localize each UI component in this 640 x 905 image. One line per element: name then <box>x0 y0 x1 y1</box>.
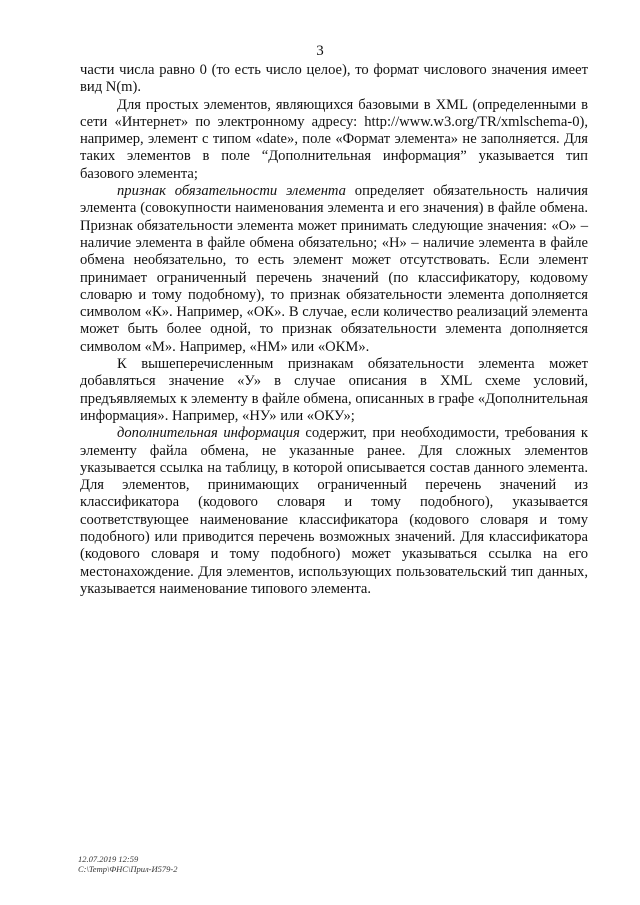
paragraph-continuation: части числа равно 0 (то есть число целое), то формат числового значения имеет вид N(m). <box>80 62 588 96</box>
paragraph-mandatory-flag <box>80 183 588 356</box>
paragraph-additional-info-text: содержит, при необходимости, требования к элементу файла обмена, не указанные ранее. Для сложных элементов указывается ссылка на таблицу, в которой описывается состав данного элемента. Для элементов, принимающих ограниченный перечень значений из классификатора (кодового словаря и тому подобного), указывается соответствующее наименование классификатора (кодового словаря и тому подобного) или приводится перечень возможных значений. Для классификатора (кодового словаря и тому подобного) может указываться ссылка на его местонахождение. Для элементов, использующих пользовательский тип данных, указывается наименование типового элемента. <box>80 425 589 597</box>
document-footer <box>78 854 177 874</box>
term-additional-info: дополнительная информация <box>117 425 300 442</box>
paragraph-mandatory-flag-text: определяет обязательность наличия элемента (совокупности наименования элемента и его значения) в файле обмена. Признак обязательности элемента может принимать следующие значения: «О» – наличие элемента в файле обмена обязательно; «Н» – наличие элемента в файле обмена необязательно, то есть элемент может отсутствовать. Если элемент принимает ограниченный перечень значений (по классификатору, кодовому словарю и тому подобному), то признак обязательности элемента дополняется символом «К». Например, «ОК». В случае, если количество реализаций элемента может быть более одной, то признак обязательности элемента дополняется символом «М». Например, «НМ» или «ОКМ». <box>80 183 588 355</box>
footer-timestamp: 12.07.2019 12:59 <box>78 854 139 864</box>
paragraph-additional-info <box>80 425 588 598</box>
paragraph-base-elements: Для простых элементов, являющихся базовыми в XML (определенными в сети «Интернет» по электронному адресу: http://www.w3.org/TR/xmlschema-0), например, элемент с типом «date», поле «Формат элемента» не заполняется. Для таких элементов в поле “Дополнительная информация” указывается тип базового элемента; <box>80 96 588 182</box>
document-body <box>80 62 588 598</box>
page-number: 3 <box>316 43 324 59</box>
term-mandatory-flag: признак обязательности элемента <box>117 183 346 200</box>
footer-file-path: C:\Temp\ФНС\Прил-И579-2 <box>78 864 178 874</box>
paragraph-condition-flag: К вышеперечисленным признакам обязательности элемента может добавляться значение «У» в случае описания в XML схеме условий, предъявляемых к элементу в файле обмена, описанных в графе «Дополнительная информация». Например, «НУ» или «ОКУ»; <box>80 356 588 424</box>
